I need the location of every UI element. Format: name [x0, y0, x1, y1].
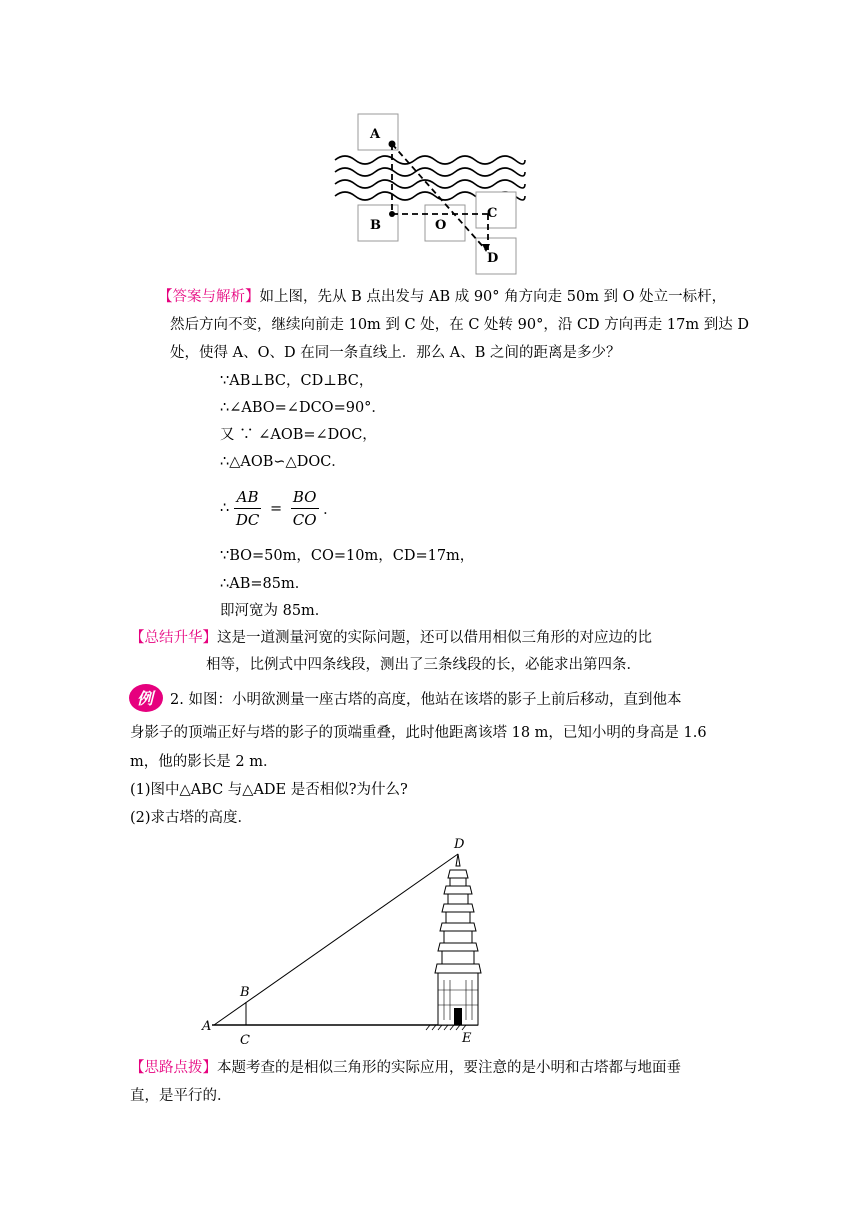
example-badge-icon	[128, 683, 164, 713]
example2-line-3: m，他的影长是 2 m．	[130, 754, 278, 770]
point-b-label: B	[370, 218, 381, 233]
answer-line-2: 然后方向不变，继续向前走 10m 到 C 处，在 C 处转 90°，沿 CD 方向再走 17m 到达 D	[170, 317, 749, 333]
question-1: (1)图中△ABC 与△ADE 是否相似?为什么?	[130, 782, 408, 798]
tower-point-a-label: A	[202, 1019, 212, 1034]
tower-point-e-label: E	[462, 1031, 472, 1046]
fraction-ab-dc: $\frac{AB}{DC}$	[235, 488, 260, 529]
hint-tag: 【思路点拨】	[130, 1060, 217, 1076]
fraction-bo-co: $\frac{BO}{CO}$	[292, 488, 317, 529]
proof-step-7: 即河宽为 85m．	[220, 603, 330, 619]
hint-line-1: 【思路点拨】本题考查的是相似三角形的实际应用，要注意的是小明和古塔都与地面垂	[130, 1060, 681, 1076]
svg-text:例: 例	[137, 689, 154, 708]
proportion-equation: ∴ $\frac{AB}{DC}$ = $\frac{BO}{CO}$ ．	[220, 488, 338, 529]
proof-step-4: ∴△AOB∽△DOC．	[220, 454, 346, 470]
point-o-label: O	[435, 218, 447, 233]
example2-line-2: 身影子的顶端正好与塔的影子的顶端重叠，此时他距离该塔 18 m，已知小明的身高是 1.6	[130, 725, 707, 741]
tower-point-d-label: D	[454, 837, 465, 852]
proof-step-6: ∴AB=85m．	[220, 576, 310, 592]
tower-diagram	[200, 830, 490, 1050]
tower-point-b-label: B	[240, 985, 250, 1000]
proof-step-5: ∵BO=50m，CO=10m，CD=17m，	[220, 548, 475, 564]
point-a-label: A	[370, 127, 381, 142]
summary-line-2: 相等，比例式中四条线段，测出了三条线段的长，必能求出第四条．	[206, 657, 641, 673]
question-2: (2)求古塔的高度．	[130, 810, 253, 826]
proof-step-3: 又 ∵ ∠AOB=∠DOC，	[220, 427, 377, 443]
summary-tag: 【总结升华】	[130, 630, 217, 646]
tower-point-c-label: C	[240, 1033, 250, 1048]
proof-step-2: ∴∠ABO=∠DCO=90°．	[220, 400, 386, 416]
point-d-label: D	[487, 251, 499, 266]
summary-line-1: 【总结升华】这是一道测量河宽的实际问题，还可以借用相似三角形的对应边的比	[130, 630, 652, 646]
example2-line-1: 2. 如图：小明欲测量一座古塔的高度，他站在该塔的影子上前后移动，直到他本	[170, 692, 682, 708]
river-diagram	[330, 110, 530, 280]
point-c-label: C	[487, 206, 498, 221]
answer-line-1: 【答案与解析】如上图，先从 B 点出发与 AB 成 90° 角方向走 50m 到 O 处立一标杆，	[158, 289, 727, 305]
hint-line-2: 直，是平行的．	[130, 1088, 232, 1104]
answer-line-3: 处，使得 A、O、D 在同一条直线上．那么 A、B 之间的距离是多少？	[170, 345, 621, 361]
proof-step-1: ∵AB⊥BC，CD⊥BC，	[220, 373, 374, 389]
answer-tag: 【答案与解析】	[158, 289, 260, 305]
